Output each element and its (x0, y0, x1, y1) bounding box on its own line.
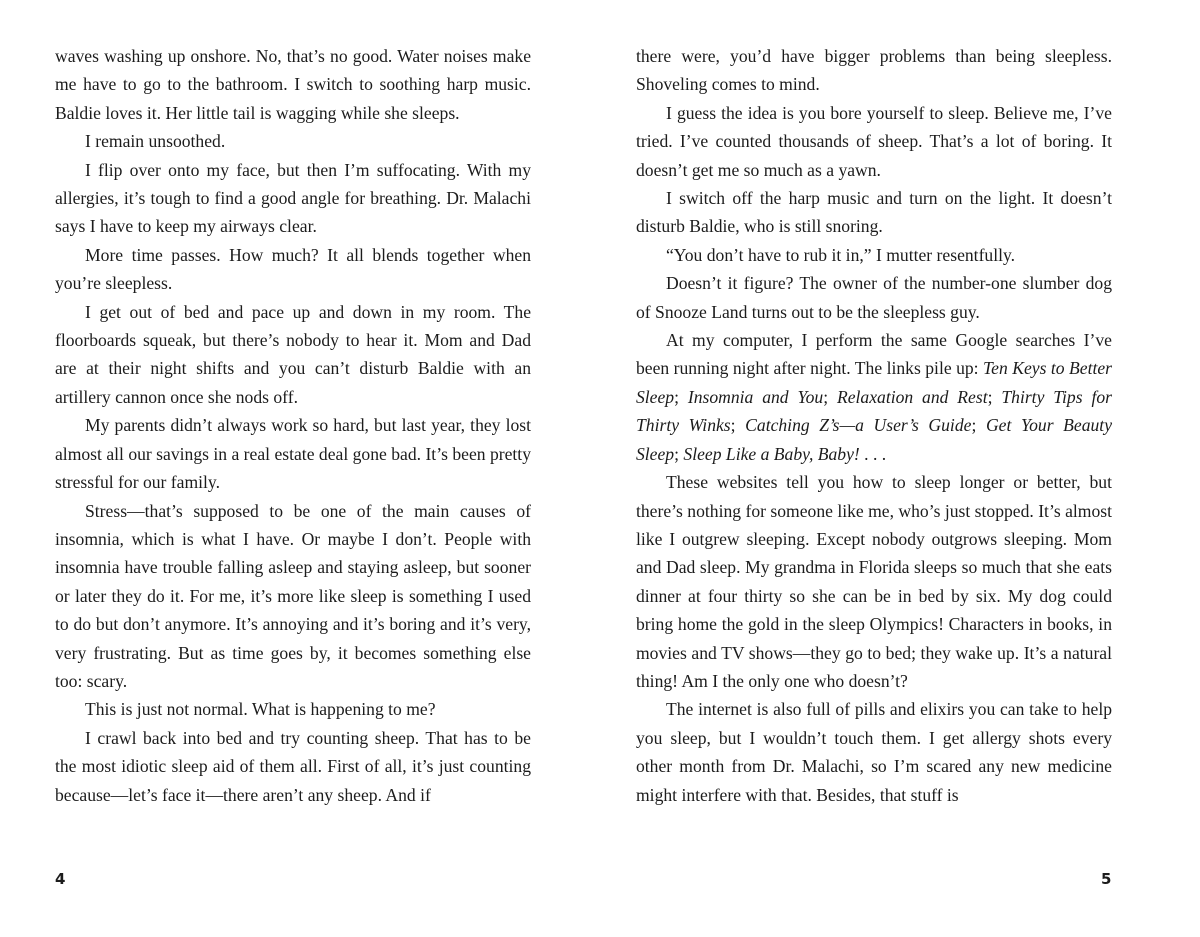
paragraph: I switch off the harp music and turn on the light. It doesn’t disturb Baldie, who is still snoring. (636, 188, 1112, 237)
website-title: Ten Keys to Better Sleep (636, 358, 1112, 407)
website-title: Insomnia and You (687, 386, 824, 407)
paragraph-lead: At my computer, I perform the same Google searches I’ve been running night after night. The links pile up: (636, 330, 1112, 379)
paragraph: I remain unsoothed. (85, 131, 226, 152)
website-title: Catching Z’s—a User’s Guide (745, 415, 972, 436)
left-page (55, 42, 531, 809)
paragraph: I guess the idea is you bore yourself to sleep. Believe me, I’ve tried. I’ve counted thousands of sheep. That’s a lot of boring. It doesn’t get me so much as a yawn. (636, 102, 1112, 180)
separator: ; (730, 415, 746, 436)
page-number-left: 4 (55, 870, 66, 888)
paragraph: The internet is also full of pills and elixirs you can take to help you sleep, but I wouldn’t touch them. I get allergy shots every other month from Dr. Malachi, so I’m scared any new medicine might interfere with that. Besides, that stuff is (636, 699, 1112, 805)
website-title: Relaxation and Rest (836, 386, 988, 407)
paragraph: there were, you’d have bigger problems than being sleepless. Shoveling comes to mind. (636, 46, 1112, 95)
separator: ; (971, 415, 986, 436)
ellipsis: . . . (859, 443, 887, 464)
paragraph: Doesn’t it figure? The owner of the number-one slumber dog of Snooze Land turns out to be the sleepless guy. (636, 273, 1112, 322)
paragraph-search-results (636, 326, 1112, 468)
website-title: Sleep Like a Baby, Baby! (683, 443, 860, 464)
separator: ; (823, 386, 837, 407)
paragraph: This is just not normal. What is happening to me? (85, 699, 436, 720)
paragraph: I get out of bed and pace up and down in my room. The floorboards squeak, but there’s nobody to hear it. Mom and Dad are at their night shifts and you can’t disturb Baldie with an artillery cannon once she nods off. (55, 301, 531, 407)
page-number-right: 5 (1101, 870, 1112, 888)
separator: ; (987, 386, 1002, 407)
paragraph: I flip over onto my face, but then I’m suffocating. With my allergies, it’s tough to find a good angle for breathing. Dr. Malachi says I have to keep my airways clear. (55, 159, 531, 237)
paragraph: I crawl back into bed and try counting sheep. That has to be the most idiotic sleep aid of them all. First of all, it’s just counting because—let’s face it—there aren’t any sheep. And if (55, 727, 531, 805)
paragraph: These websites tell you how to sleep longer or better, but there’s nothing for someone like me, who’s just stopped. It’s almost like I outgrew sleeping. Except nobody outgrows sleeping. Mom and Dad sleep. My grandma in Florida sleeps so much that she eats dinner at four thirty so she can be in bed by six. My dog could bring home the gold in the sleep Olympics! Characters in books, in movies and TV shows—they go to bed; they wake up. It’s a natural thing! Am I the only one who doesn’t? (636, 472, 1112, 691)
paragraph: More time passes. How much? It all blends together when you’re sleepless. (55, 244, 531, 294)
right-page (636, 42, 1112, 809)
website-title: Get Your Beauty Sleep (636, 415, 1113, 464)
paragraph: “You don’t have to rub it in,” I mutter resentfully. (666, 244, 1016, 265)
separator: ; (674, 386, 688, 407)
paragraph: waves washing up onshore. No, that’s no good. Water noises make me have to go to the bathroom. I switch to soothing harp music. Baldie loves it. Her little tail is wagging while she sleeps. (55, 46, 531, 123)
website-title: Thirty Tips for Thirty Winks (636, 386, 1112, 436)
paragraph: My parents didn’t always work so hard, but last year, they lost almost all our savings in a real estate deal gone bad. It’s been pretty stressful for our family. (55, 415, 531, 493)
paragraph: Stress—that’s supposed to be one of the main causes of insomnia, which is what I have. Or maybe I don’t. People with insomnia have trouble falling asleep and staying asleep, but sooner or later they do it. For me, it’s more like sleep is something I used to do but don’t anymore. It’s annoying and it’s boring and it’s very, very frustrating. But as time goes by, it becomes something else too: scary. (55, 500, 531, 691)
separator: ; (674, 443, 684, 464)
